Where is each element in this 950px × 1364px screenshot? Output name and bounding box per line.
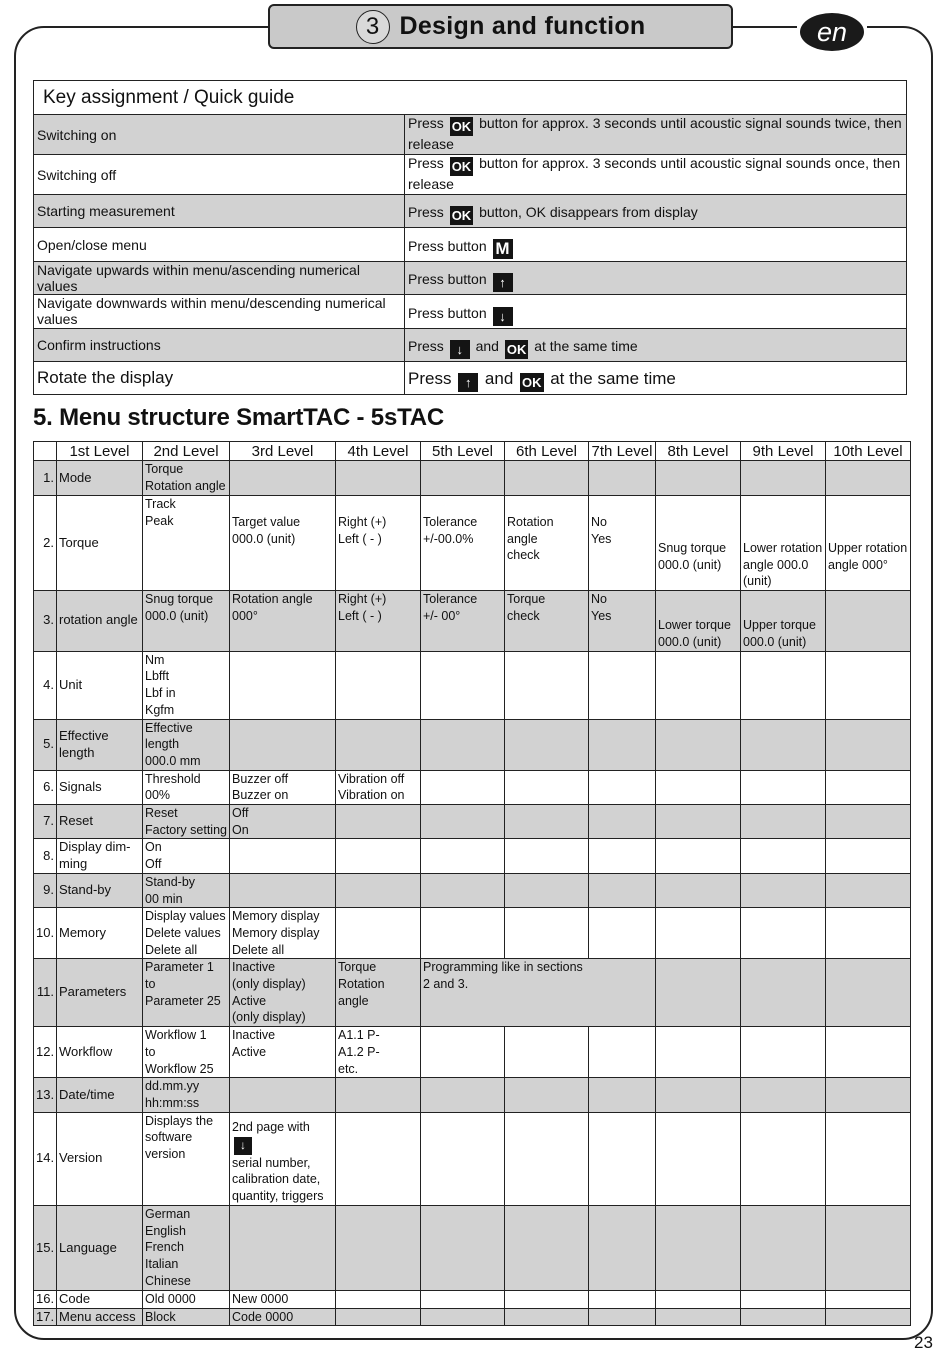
table-row xyxy=(34,908,911,959)
action-label: Rotate the display xyxy=(34,361,405,394)
table-cell: Nm Lbfft Lbf in Kgfm xyxy=(143,651,230,719)
section-title: 5. Menu structure SmartTAC - 5sTAC xyxy=(33,404,445,431)
table-cell xyxy=(421,1308,505,1326)
table-cell xyxy=(589,1078,656,1112)
key-instruction: Press ↓ and OK at the same time xyxy=(405,328,907,361)
table-cell xyxy=(589,873,656,907)
table-cell xyxy=(336,461,421,496)
table-cell xyxy=(421,873,505,907)
table-cell xyxy=(589,770,656,804)
table-cell xyxy=(826,461,911,496)
table-cell xyxy=(741,1078,826,1112)
table-cell xyxy=(230,839,336,873)
table-cell xyxy=(505,908,589,959)
table-cell xyxy=(656,461,741,496)
row-number: 3. xyxy=(34,591,57,651)
table-row xyxy=(34,195,907,228)
row-label: Stand-by xyxy=(57,873,143,907)
key-assignment-table xyxy=(33,80,907,395)
table-cell: Old 0000 xyxy=(143,1290,230,1308)
menu-key-icon: M xyxy=(493,239,513,259)
table-cell: 2nd page with ↓ serial number, calibration date, quantity, triggers xyxy=(230,1112,336,1205)
table-cell: Rotation angle check xyxy=(505,496,589,591)
table-cell xyxy=(656,1205,741,1290)
table-cell: Track Peak xyxy=(143,496,230,591)
ok-key-icon: OK xyxy=(522,375,542,391)
table-cell xyxy=(826,719,911,770)
table-cell xyxy=(826,1290,911,1308)
table-cell xyxy=(741,1112,826,1205)
table-cell: Threshold 00% xyxy=(143,770,230,804)
table-cell: Right (+) Left ( - ) xyxy=(336,496,421,591)
row-number: 10. xyxy=(34,908,57,959)
table-cell xyxy=(589,805,656,839)
table-cell xyxy=(741,959,826,1027)
table-cell xyxy=(421,805,505,839)
row-number: 2. xyxy=(34,496,57,591)
table-cell xyxy=(826,839,911,873)
column-header: 4th Level xyxy=(336,442,421,461)
arrow-up-key-icon: ↑ xyxy=(458,373,478,392)
row-number: 9. xyxy=(34,873,57,907)
row-number: 12. xyxy=(34,1027,57,1078)
table-cell xyxy=(826,1078,911,1112)
row-label: Workflow xyxy=(57,1027,143,1078)
table-row xyxy=(34,295,907,328)
menu-structure-table xyxy=(33,441,911,1326)
table-cell: No Yes xyxy=(589,591,656,651)
table-cell xyxy=(421,719,505,770)
arrow-down-key-icon: ↓ xyxy=(234,1137,252,1155)
table-cell xyxy=(505,651,589,719)
row-number: 13. xyxy=(34,1078,57,1112)
table-row xyxy=(34,805,911,839)
row-number: 14. xyxy=(34,1112,57,1205)
table-cell xyxy=(741,1205,826,1290)
table-cell xyxy=(741,461,826,496)
table-cell xyxy=(589,1290,656,1308)
table-cell xyxy=(421,1290,505,1308)
table-cell: Lower torque 000.0 (unit) xyxy=(656,591,741,651)
table-cell xyxy=(589,1112,656,1205)
table-cell: Snug torque 000.0 (unit) xyxy=(143,591,230,651)
table-row xyxy=(34,1078,911,1112)
row-label: Reset xyxy=(57,805,143,839)
table-row xyxy=(34,959,911,1027)
table-cell xyxy=(589,1308,656,1326)
table-cell: Target value 000.0 (unit) xyxy=(230,496,336,591)
table-cell: Torque Rotation angle xyxy=(143,461,230,496)
column-header: 5th Level xyxy=(421,442,505,461)
action-label: Switching on xyxy=(34,115,405,155)
table-cell xyxy=(656,719,741,770)
table-cell xyxy=(336,1112,421,1205)
action-label: Starting measurement xyxy=(34,195,405,228)
page-number: 23 xyxy=(914,1333,933,1352)
key-instruction: Press OK button for approx. 3 seconds until acoustic signal sounds twice, then release xyxy=(405,115,907,155)
table-cell xyxy=(741,839,826,873)
table-cell xyxy=(656,1308,741,1326)
ok-key-icon: OK xyxy=(451,119,472,134)
table-cell: dd.mm.yy hh:mm:ss xyxy=(143,1078,230,1112)
row-label: Unit xyxy=(57,651,143,719)
table-cell xyxy=(589,1205,656,1290)
table-cell: New 0000 xyxy=(230,1290,336,1308)
table-cell xyxy=(230,651,336,719)
action-label: Navigate upwards within menu/ascending numerical values xyxy=(34,261,405,294)
table-cell: Off On xyxy=(230,805,336,839)
table-cell xyxy=(826,591,911,651)
table-cell xyxy=(741,1027,826,1078)
row-label: Language xyxy=(57,1205,143,1290)
row-number: 15. xyxy=(34,1205,57,1290)
table-cell: Display values Delete values Delete all xyxy=(143,908,230,959)
column-header: 6th Level xyxy=(505,442,589,461)
column-header: 2nd Level xyxy=(143,442,230,461)
table-cell xyxy=(589,839,656,873)
table-cell xyxy=(505,1308,589,1326)
row-number: 17. xyxy=(34,1308,57,1326)
table-cell xyxy=(741,805,826,839)
table-cell: Memory display Memory display Delete all xyxy=(230,908,336,959)
row-number: 4. xyxy=(34,651,57,719)
row-label: rotation angle xyxy=(57,591,143,651)
table-cell xyxy=(826,770,911,804)
chapter-title: Design and function xyxy=(399,12,646,40)
table-cell: Inactive Active xyxy=(230,1027,336,1078)
arrow-down-key-icon: ↓ xyxy=(450,340,470,359)
table-cell xyxy=(826,1112,911,1205)
table-cell xyxy=(505,1078,589,1112)
ok-key-icon: OK xyxy=(451,159,472,174)
table-cell: Rotation angle 000° xyxy=(230,591,336,651)
key-instruction: Press button ↑ xyxy=(405,261,907,294)
row-number: 6. xyxy=(34,770,57,804)
column-header: 10th Level xyxy=(826,442,911,461)
table-row xyxy=(34,839,911,873)
row-label: Parameters xyxy=(57,959,143,1027)
table-cell xyxy=(230,1205,336,1290)
table-cell xyxy=(589,908,656,959)
table-cell xyxy=(656,1027,741,1078)
table-cell: German English French Italian Chinese xyxy=(143,1205,230,1290)
table-cell: Workflow 1 to Workflow 25 xyxy=(143,1027,230,1078)
table-cell xyxy=(421,1205,505,1290)
table-cell: Upper rotation angle 000° xyxy=(826,496,911,591)
table-cell xyxy=(336,651,421,719)
table-cell: Effective length 000.0 mm xyxy=(143,719,230,770)
table-cell: Torque check xyxy=(505,591,589,651)
language-badge xyxy=(797,12,867,52)
table-cell xyxy=(826,959,911,1027)
table-row xyxy=(34,651,911,719)
table-cell: Torque Rotation angle xyxy=(336,959,421,1027)
table-cell xyxy=(421,908,505,959)
key-table-title: Key assignment / Quick guide xyxy=(34,81,907,115)
table-cell xyxy=(741,1290,826,1308)
key-instruction: Press ↑ and OK at the same time xyxy=(405,361,907,394)
table-cell xyxy=(421,839,505,873)
table-cell xyxy=(505,805,589,839)
table-cell xyxy=(230,461,336,496)
table-cell: Stand-by 00 min xyxy=(143,873,230,907)
table-cell xyxy=(656,770,741,804)
column-header xyxy=(34,442,57,461)
column-header: 8th Level xyxy=(656,442,741,461)
table-row xyxy=(34,496,911,591)
table-row xyxy=(34,1205,911,1290)
table-cell: Inactive (only display) Active (only display) xyxy=(230,959,336,1027)
table-cell: On Off xyxy=(143,839,230,873)
table-cell: Tolerance +/-00.0% xyxy=(421,496,505,591)
table-cell xyxy=(656,1290,741,1308)
table-row xyxy=(34,770,911,804)
table-cell xyxy=(505,770,589,804)
table-cell xyxy=(741,908,826,959)
chapter-number: 3 xyxy=(356,10,390,44)
key-instruction: Press button M xyxy=(405,228,907,261)
table-cell xyxy=(826,651,911,719)
table-cell xyxy=(505,719,589,770)
language-badge-label: en xyxy=(800,13,864,51)
table-cell xyxy=(230,873,336,907)
row-label: Menu access xyxy=(57,1308,143,1326)
arrow-up-key-icon: ↑ xyxy=(493,273,513,292)
table-cell xyxy=(826,805,911,839)
table-cell xyxy=(589,1027,656,1078)
table-cell xyxy=(230,1078,336,1112)
row-label: Display dim- ming xyxy=(57,839,143,873)
table-cell: Upper torque 000.0 (unit) xyxy=(741,591,826,651)
table-cell: Displays the software version xyxy=(143,1112,230,1205)
ok-key-icon: OK xyxy=(451,208,472,224)
table-cell xyxy=(336,1205,421,1290)
column-header: 3rd Level xyxy=(230,442,336,461)
table-cell xyxy=(656,873,741,907)
table-row xyxy=(34,1290,911,1308)
action-label: Switching off xyxy=(34,155,405,195)
table-cell xyxy=(505,1290,589,1308)
action-label: Navigate downwards within menu/descending numerical values xyxy=(34,295,405,328)
table-cell xyxy=(826,873,911,907)
row-label: Code xyxy=(57,1290,143,1308)
table-cell xyxy=(656,839,741,873)
table-cell xyxy=(336,1078,421,1112)
table-cell xyxy=(505,839,589,873)
table-row xyxy=(34,1027,911,1078)
table-cell: Block xyxy=(143,1308,230,1326)
table-cell: Lower rotation angle 000.0 (unit) xyxy=(741,496,826,591)
action-label: Confirm instructions xyxy=(34,328,405,361)
table-cell: Programming like in sections 2 and 3. xyxy=(421,959,656,1027)
row-number: 8. xyxy=(34,839,57,873)
row-label: Memory xyxy=(57,908,143,959)
row-number: 16. xyxy=(34,1290,57,1308)
table-cell: Parameter 1 to Parameter 25 xyxy=(143,959,230,1027)
table-cell: Buzzer off Buzzer on xyxy=(230,770,336,804)
table-cell xyxy=(336,1290,421,1308)
table-cell xyxy=(336,1308,421,1326)
table-cell xyxy=(589,461,656,496)
table-cell xyxy=(656,805,741,839)
table-cell: Tolerance +/- 00° xyxy=(421,591,505,651)
table-cell xyxy=(505,1112,589,1205)
table-row xyxy=(34,1112,911,1205)
table-row xyxy=(34,328,907,361)
table-cell xyxy=(505,1205,589,1290)
table-cell xyxy=(826,908,911,959)
table-row xyxy=(34,719,911,770)
table-row xyxy=(34,1308,911,1326)
table-cell xyxy=(421,651,505,719)
table-cell xyxy=(336,908,421,959)
table-cell xyxy=(336,839,421,873)
table-cell xyxy=(336,873,421,907)
table-cell xyxy=(336,719,421,770)
table-cell xyxy=(656,1078,741,1112)
table-cell xyxy=(421,1112,505,1205)
table-cell xyxy=(826,1205,911,1290)
table-cell xyxy=(741,770,826,804)
table-cell xyxy=(230,719,336,770)
header-row xyxy=(34,442,911,461)
ok-key-icon: OK xyxy=(506,341,527,357)
table-cell xyxy=(741,719,826,770)
table-cell xyxy=(421,1027,505,1078)
table-cell: A1.1 P- A1.2 P- etc. xyxy=(336,1027,421,1078)
table-cell: Right (+) Left ( - ) xyxy=(336,591,421,651)
row-number: 11. xyxy=(34,959,57,1027)
table-cell: Snug torque 000.0 (unit) xyxy=(656,496,741,591)
table-cell xyxy=(741,873,826,907)
row-label: Version xyxy=(57,1112,143,1205)
table-row xyxy=(34,591,911,651)
key-instruction: Press OK button, OK disappears from display xyxy=(405,195,907,228)
row-label: Mode xyxy=(57,461,143,496)
table-row xyxy=(34,873,911,907)
table-cell xyxy=(741,1308,826,1326)
arrow-down-key-icon: ↓ xyxy=(493,307,513,326)
table-cell xyxy=(505,873,589,907)
row-label: Date/time xyxy=(57,1078,143,1112)
table-cell: Reset Factory setting xyxy=(143,805,230,839)
table-row xyxy=(34,228,907,261)
table-cell: Code 0000 xyxy=(230,1308,336,1326)
table-row xyxy=(34,115,907,155)
table-row xyxy=(34,155,907,195)
table-cell xyxy=(421,770,505,804)
table-cell xyxy=(656,651,741,719)
table-cell xyxy=(336,805,421,839)
table-cell xyxy=(656,908,741,959)
row-number: 1. xyxy=(34,461,57,496)
table-row xyxy=(34,361,907,394)
table-cell xyxy=(421,461,505,496)
table-row xyxy=(34,461,911,496)
table-cell: Vibration off Vibration on xyxy=(336,770,421,804)
row-number: 5. xyxy=(34,719,57,770)
table-cell xyxy=(505,461,589,496)
column-header: 7th Level xyxy=(589,442,656,461)
row-number: 7. xyxy=(34,805,57,839)
row-label: Signals xyxy=(57,770,143,804)
table-cell xyxy=(826,1027,911,1078)
table-cell xyxy=(421,1078,505,1112)
table-cell xyxy=(656,959,741,1027)
key-instruction: Press button ↓ xyxy=(405,295,907,328)
column-header: 9th Level xyxy=(741,442,826,461)
table-cell: No Yes xyxy=(589,496,656,591)
column-header: 1st Level xyxy=(57,442,143,461)
action-label: Open/close menu xyxy=(34,228,405,261)
table-cell xyxy=(505,1027,589,1078)
table-cell xyxy=(741,651,826,719)
key-instruction: Press OK button for approx. 3 seconds until acoustic signal sounds once, then release xyxy=(405,155,907,195)
row-label: Torque xyxy=(57,496,143,591)
chapter-header xyxy=(268,4,733,49)
table-cell xyxy=(589,719,656,770)
table-cell xyxy=(656,1112,741,1205)
row-label: Effective length xyxy=(57,719,143,770)
table-row xyxy=(34,261,907,294)
table-cell xyxy=(589,651,656,719)
table-cell xyxy=(826,1308,911,1326)
